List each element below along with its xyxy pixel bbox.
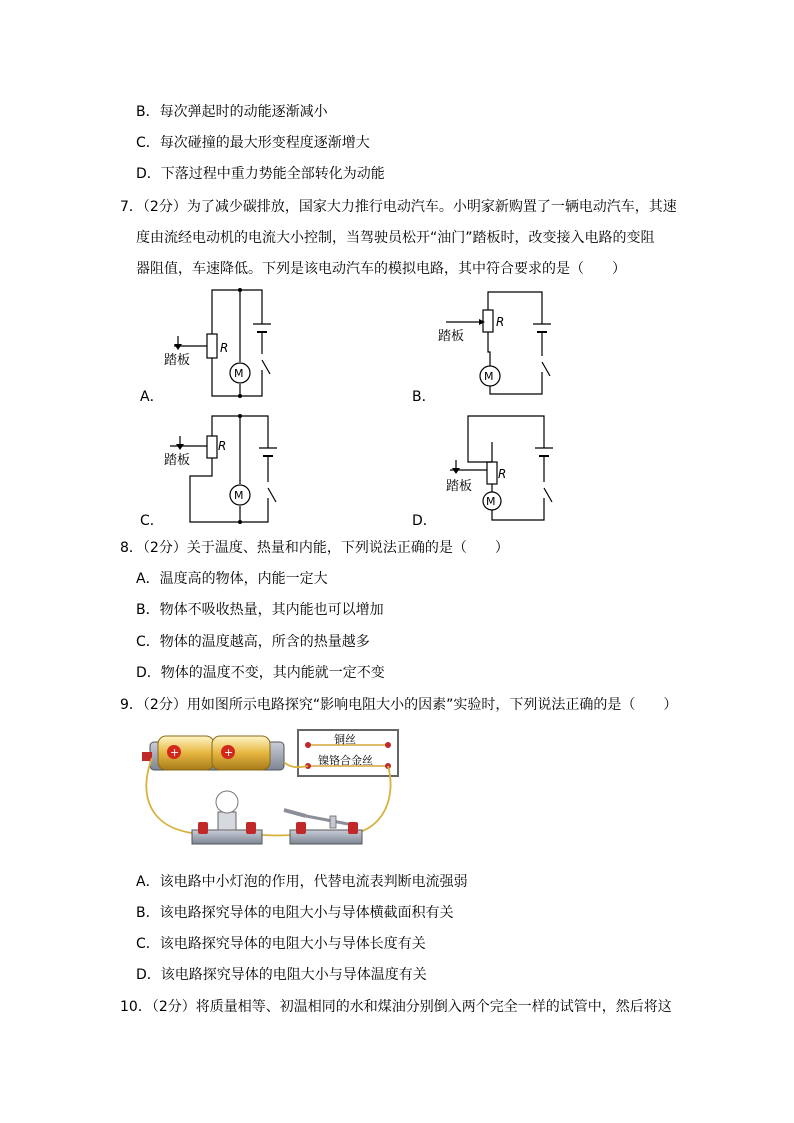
q8-option-d: D．物体的温度不变，其内能就一定不变 xyxy=(136,665,385,681)
q9-option-d: D．该电路探究导体的电阻大小与导体温度有关 xyxy=(136,967,427,983)
q6-option-b: B．每次弹起时的动能逐渐减小 xyxy=(136,104,328,120)
svg-text:+: + xyxy=(224,746,234,759)
pedal-label-c: 踏板 xyxy=(164,453,191,468)
q8-option-a: A．温度高的物体，内能一定大 xyxy=(136,571,328,587)
q7-option-b: B． xyxy=(412,389,436,405)
svg-text:+: + xyxy=(170,746,180,759)
q6-option-c: C．每次碰撞的最大形变程度逐渐增大 xyxy=(136,135,370,151)
motor-label-a: M xyxy=(234,367,244,380)
motor-label-b: M xyxy=(484,370,494,383)
q7-stem-line3: 器阻值，车速降低。下列是该电动汽车的模拟电路，其中符合要求的是（ ） xyxy=(136,261,626,277)
q7-option-d: D． xyxy=(412,513,437,529)
q7-circuit-b-diagram xyxy=(430,282,570,402)
q7-circuit-a-diagram xyxy=(150,282,290,402)
q7-option-c: C． xyxy=(140,513,164,529)
resistor-label-b: R xyxy=(496,315,505,329)
q10-stem-line1: 10．（2分）将质量相等、初温相同的水和煤油分别倒入两个完全一样的试管中，然后将这 xyxy=(120,999,672,1015)
pedal-label-a: 踏板 xyxy=(164,353,191,368)
motor-label-d: M xyxy=(486,495,496,508)
q9-experiment-diagram xyxy=(138,724,408,864)
q6-option-d: D．下落过程中重力势能全部转化为动能 xyxy=(136,166,385,182)
q9-stem: 9．（2分）用如图所示电路探究“影响电阻大小的因素”实验时，下列说法正确的是（ ） xyxy=(120,697,678,713)
q8-option-c: C．物体的温度越高，所含的热量越多 xyxy=(136,634,370,650)
q9-option-c: C．该电路探究导体的电阻大小与导体长度有关 xyxy=(136,936,426,952)
pedal-label-b: 踏板 xyxy=(438,329,465,344)
q7-stem-line2: 度由流经电动机的电流大小控制，当驾驶员松开“油门”踏板时，改变接入电路的变阻 xyxy=(136,230,655,246)
nichrome-wire-label: 镍铬合金丝 xyxy=(318,754,373,767)
motor-label-c: M xyxy=(234,489,244,502)
q8-stem: 8．（2分）关于温度、热量和内能，下列说法正确的是（ ） xyxy=(120,540,509,556)
q7-stem-line1: 7．（2分）为了减少碳排放，国家大力推行电动汽车。小明家新购置了一辆电动汽车，其速 xyxy=(120,199,677,215)
resistor-label-d: R xyxy=(498,467,507,481)
resistor-label-a: R xyxy=(220,341,229,355)
copper-wire-label: 铜丝 xyxy=(334,733,356,746)
q7-option-a: A． xyxy=(140,389,164,405)
q9-option-a: A．该电路中小灯泡的作用，代替电流表判断电流强弱 xyxy=(136,874,468,890)
resistor-label-c: R xyxy=(218,439,227,453)
q8-option-b: B．物体不吸收热量，其内能也可以增加 xyxy=(136,602,384,618)
pedal-label-d: 踏板 xyxy=(446,479,473,494)
q9-option-b: B．该电路探究导体的电阻大小与导体横截面积有关 xyxy=(136,905,454,921)
q7-circuit-d-diagram xyxy=(440,406,580,528)
q7-circuit-c-diagram xyxy=(150,406,290,528)
